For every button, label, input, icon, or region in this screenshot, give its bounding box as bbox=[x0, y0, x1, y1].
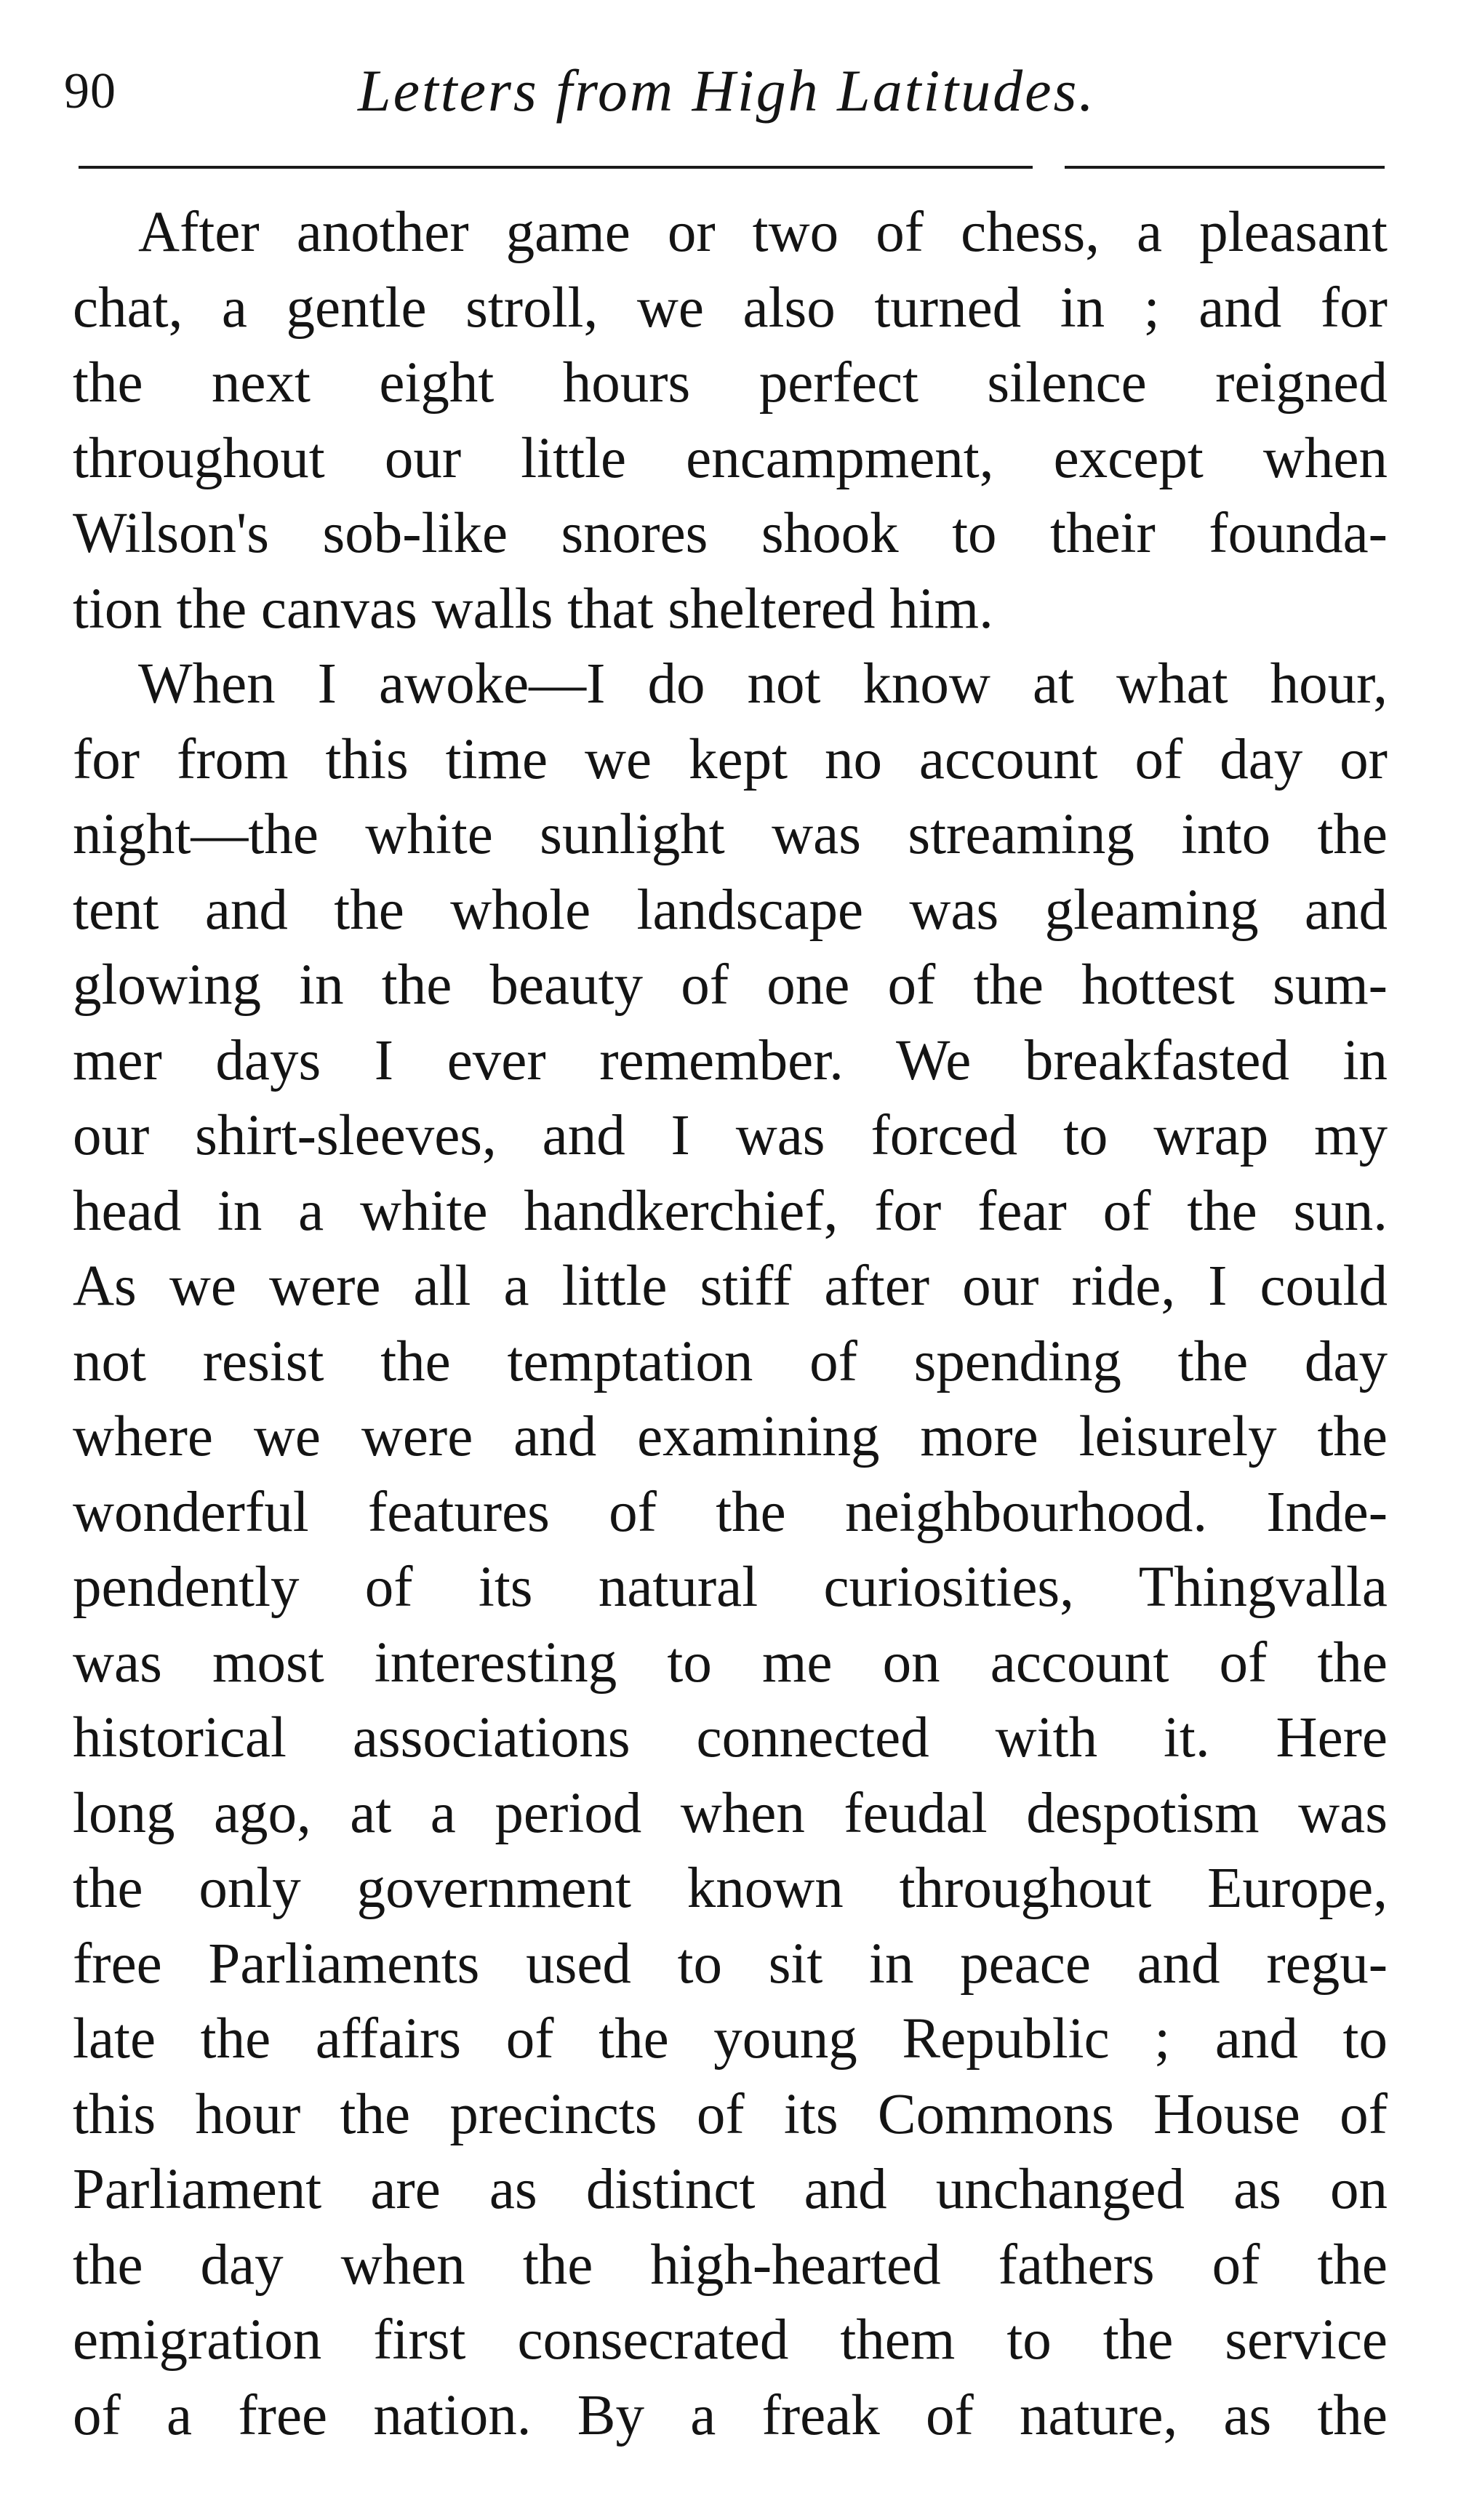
text-line: the only government known throughout Europe, bbox=[73, 1857, 1388, 1920]
text-line: the day when the high-hearted fathers of the bbox=[73, 2233, 1388, 2297]
text-line: throughout our little encampment, except when bbox=[73, 426, 1388, 490]
text-line: night—the white sunlight was streaming into the bbox=[73, 803, 1388, 866]
text-line: chat, a gentle stroll, we also turned in ; and for bbox=[73, 276, 1388, 340]
text-line: After another game or two of chess, a pleasant bbox=[138, 201, 1388, 264]
text-line: Parliament are as distinct and unchanged as on bbox=[73, 2158, 1388, 2221]
text-line: the next eight hours perfect silence reigned bbox=[73, 351, 1388, 415]
text-line: wonderful features of the neighbourhood. Inde- bbox=[73, 1480, 1388, 1544]
page-header bbox=[64, 57, 1431, 137]
header-rule-left bbox=[79, 166, 1033, 169]
text-line: where we were and examining more leisurely the bbox=[73, 1405, 1388, 1468]
text-line: not resist the temptation of spending the day bbox=[73, 1329, 1388, 1393]
text-line: for from this time we kept no account of day or bbox=[73, 727, 1388, 791]
text-line: our shirt-sleeves, and I was forced to wrap my bbox=[73, 1104, 1388, 1167]
header-rule-right bbox=[1065, 166, 1385, 169]
text-line: As we were all a little stiff after our ride, I could bbox=[73, 1255, 1388, 1318]
text-line: pendently of its natural curiosities, Thingvalla bbox=[73, 1556, 1388, 1619]
text-line: emigration first consecrated them to the service bbox=[73, 2308, 1388, 2372]
text-line: mer days I ever remember. We breakfasted in bbox=[73, 1028, 1388, 1092]
text-line: free Parliaments used to sit in peace and regu- bbox=[73, 1932, 1388, 1996]
text-line: long ago, at a period when feudal despotism was bbox=[73, 1781, 1388, 1845]
text-line: historical associations connected with it. Here bbox=[73, 1706, 1388, 1769]
body-text bbox=[73, 195, 1388, 2453]
text-line: this hour the precincts of its Commons House of bbox=[73, 2082, 1388, 2146]
text-line: Wilson's sob-like snores shook to their founda- bbox=[73, 502, 1388, 565]
text-line: tion the canvas walls that sheltered him. bbox=[73, 577, 993, 641]
text-line: When I awoke—I do not know at what hour, bbox=[138, 652, 1388, 716]
text-line: head in a white handkerchief, for fear of the sun. bbox=[73, 1179, 1388, 1243]
text-line: was most interesting to me on account of the bbox=[73, 1631, 1388, 1695]
text-line: late the affairs of the young Republic ; and to bbox=[73, 2007, 1388, 2071]
text-line: tent and the whole landscape was gleaming and bbox=[73, 878, 1388, 942]
running-title: Letters from High Latitudes. bbox=[358, 57, 1096, 124]
text-line: glowing in the beauty of one of the hottest sum- bbox=[73, 953, 1388, 1017]
text-line: of a free nation. By a freak of nature, as the bbox=[73, 2383, 1388, 2447]
page-number: 90 bbox=[64, 63, 116, 119]
